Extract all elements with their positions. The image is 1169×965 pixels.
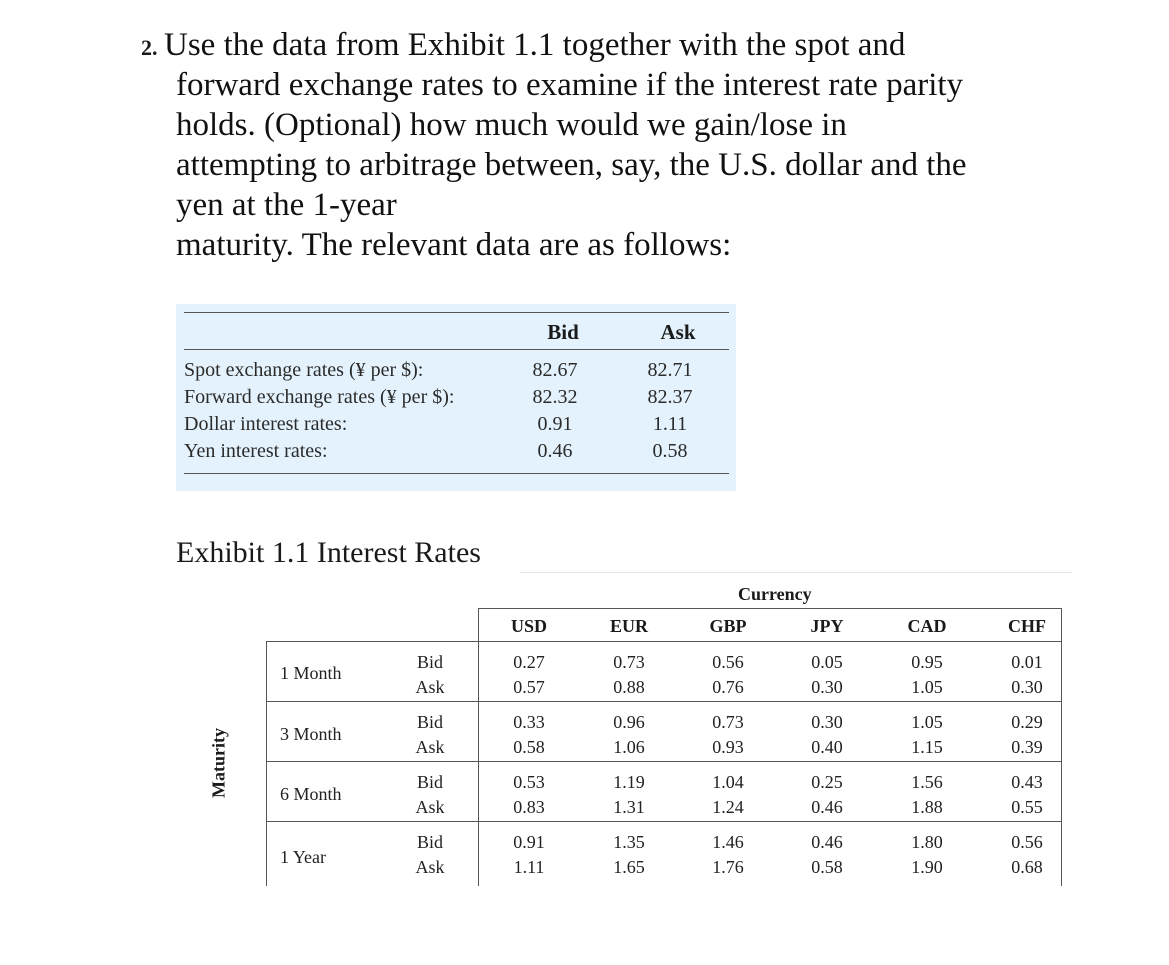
rate-cell: 0.96	[613, 712, 645, 732]
rate-cell: 0.29	[1011, 712, 1043, 732]
bid-label: Bid	[416, 652, 443, 672]
rate-cell: 1.88	[911, 797, 943, 817]
column-header-gbp: GBP	[709, 616, 747, 636]
rate-cell: 1.31	[613, 797, 645, 817]
question-line-5: yen at the 1-year	[176, 187, 397, 223]
rate-cell: 1.05	[911, 677, 943, 697]
rate-cell: 1.76	[712, 857, 744, 877]
rates-row-ask: 82.37	[647, 386, 693, 408]
rate-cell: 0.27	[513, 652, 545, 672]
maturity-label: Maturity	[208, 728, 229, 798]
question-line-1: Use the data from Exhibit 1.1 together with the spot and	[164, 27, 906, 63]
rate-cell: 0.73	[613, 652, 645, 672]
rate-cell: 0.58	[513, 737, 545, 757]
rates-row-forward	[184, 384, 729, 411]
question-line-4: attempting to arbitrage between, say, the U.S. dollar and the	[176, 147, 967, 183]
rate-cell: 1.90	[911, 857, 943, 877]
rate-cell: 0.76	[712, 677, 744, 697]
rate-cell: 1.06	[613, 737, 645, 757]
rate-cell: 1.05	[911, 712, 943, 732]
rate-cell: 0.55	[1011, 797, 1043, 817]
question-number: 2.	[141, 35, 158, 60]
rate-cell: 0.58	[811, 857, 843, 877]
rate-cell: 1.15	[911, 737, 943, 757]
rate-cell: 1.35	[613, 832, 645, 852]
rates-row-bid: 82.32	[532, 386, 578, 408]
rates-row-bid: 0.46	[537, 440, 573, 462]
rate-cell: 1.04	[712, 772, 744, 792]
rate-cell: 1.11	[513, 857, 545, 877]
rate-cell: 0.56	[712, 652, 744, 672]
rate-cell: 1.24	[712, 797, 744, 817]
rate-cell: 0.25	[811, 772, 843, 792]
rates-bid-header: Bid	[547, 320, 579, 344]
column-header-chf: CHF	[1008, 616, 1046, 636]
bid-label: Bid	[416, 712, 443, 732]
period-label-1-year: 1 Year	[280, 847, 327, 867]
rate-cell: 1.56	[911, 772, 943, 792]
bid-label: Bid	[416, 832, 443, 852]
column-header-usd: USD	[510, 616, 547, 636]
row-rule	[266, 761, 1062, 762]
rates-row-label: Forward exchange rates (¥ per $):	[184, 386, 455, 408]
rate-cell: 1.80	[911, 832, 943, 852]
bid-label: Bid	[416, 772, 443, 792]
question-line-3: holds. (Optional) how much would we gain/lose in	[176, 107, 847, 143]
rate-cell: 0.43	[1011, 772, 1043, 792]
rates-row-label: Yen interest rates:	[184, 440, 328, 462]
row-rule	[266, 821, 1062, 822]
rates-row-label: Spot exchange rates (¥ per $):	[184, 359, 424, 381]
rate-cell: 0.30	[811, 712, 843, 732]
ask-label: Ask	[415, 797, 445, 817]
rate-cell: 0.95	[911, 652, 943, 672]
rate-cell: 0.46	[811, 797, 843, 817]
rates-row-ask: 0.58	[652, 440, 688, 462]
question-line-2: forward exchange rates to examine if the interest rate parity	[176, 67, 964, 103]
rate-cell: 0.05	[811, 652, 843, 672]
rates-row-ask: 1.11	[652, 413, 688, 435]
rate-cell: 0.30	[811, 677, 843, 697]
exhibit-title: Exhibit 1.1 Interest Rates	[176, 536, 481, 569]
rate-cell: 1.46	[712, 832, 744, 852]
rates-row-yen	[184, 438, 729, 465]
rate-cell: 1.65	[613, 857, 645, 877]
rate-cell: 0.73	[712, 712, 744, 732]
rates-header-rule	[184, 349, 729, 350]
rates-row-label: Dollar interest rates:	[184, 413, 348, 435]
rates-row-ask: 82.71	[647, 359, 693, 381]
rates-row-bid: 82.67	[532, 359, 578, 381]
rates-row-spot	[184, 357, 729, 384]
rate-cell: 0.56	[1011, 832, 1043, 852]
rate-cell: 0.30	[1011, 677, 1043, 697]
ask-label: Ask	[415, 737, 445, 757]
currency-top-rule	[478, 608, 1062, 609]
rate-cell: 0.93	[712, 737, 744, 757]
row-rule	[266, 641, 1062, 642]
currency-header: Currency	[738, 584, 812, 604]
rates-bottom-rule	[184, 473, 729, 474]
rate-cell: 0.57	[513, 677, 545, 697]
period-label-6-month: 6 Month	[280, 784, 342, 804]
rate-cell: 0.33	[513, 712, 545, 732]
column-header-eur: EUR	[609, 616, 648, 636]
rate-cell: 0.01	[1011, 652, 1043, 672]
period-label-1-month: 1 Month	[280, 663, 342, 683]
exhibit-top-rule	[520, 572, 1072, 573]
rates-top-rule	[184, 312, 729, 313]
rates-row-dollar	[184, 411, 729, 438]
rate-cell: 0.40	[811, 737, 843, 757]
periods-left-rule	[266, 641, 267, 886]
rates-table	[176, 304, 736, 491]
rate-cell: 0.53	[513, 772, 545, 792]
rate-cell: 0.68	[1011, 857, 1043, 877]
rate-cell: 1.19	[613, 772, 645, 792]
rate-cell: 0.39	[1011, 737, 1043, 757]
rate-cell: 0.46	[811, 832, 843, 852]
rate-cell: 0.88	[613, 677, 645, 697]
rate-cell: 0.91	[513, 832, 545, 852]
values-left-rule	[478, 608, 479, 886]
ask-label: Ask	[415, 857, 445, 877]
rates-row-bid: 0.91	[537, 413, 573, 435]
column-header-jpy: JPY	[810, 616, 844, 636]
ask-label: Ask	[415, 677, 445, 697]
column-header-cad: CAD	[907, 616, 947, 636]
question-line-6: maturity. The relevant data are as follows:	[176, 227, 732, 263]
rates-ask-header: Ask	[660, 320, 696, 344]
row-rule	[266, 701, 1062, 702]
period-label-3-month: 3 Month	[280, 724, 342, 744]
rate-cell: 0.83	[513, 797, 545, 817]
